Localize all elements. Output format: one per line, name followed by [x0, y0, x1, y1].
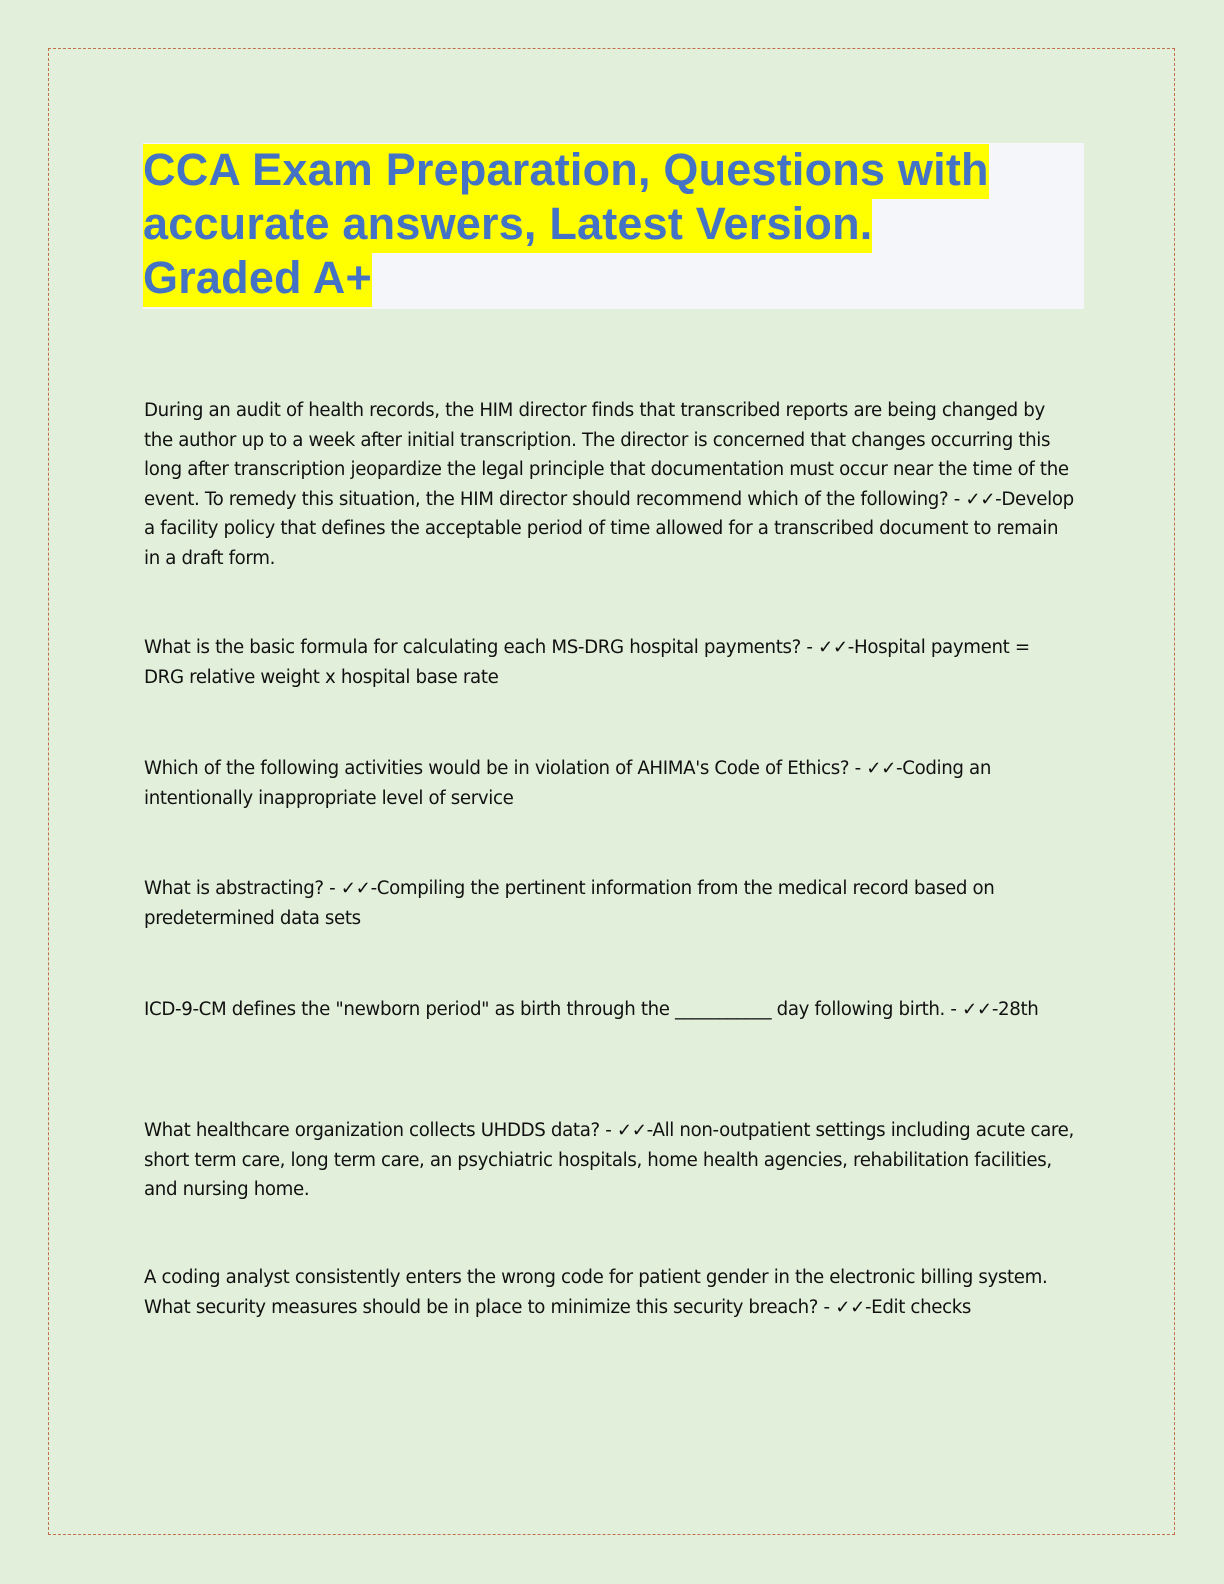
answer-text: -All non-outpatient settings including acute care, short term care, long term care, an psychiatric hospitals, home health agencies, rehabilitation facilities, and nursing home.	[144, 1120, 1074, 1200]
qa-item-3	[144, 754, 1074, 813]
answer-text: -Hospital payment = DRG relative weight x hospital base rate	[144, 637, 1030, 688]
checkmark-icon: ✓✓	[962, 999, 992, 1020]
question-text: Which of the following activities would be in violation of AHIMA's Code of Ethics? -	[144, 758, 867, 779]
checkmark-icon: ✓✓	[835, 1296, 865, 1318]
checkmark-icon: ✓✓	[965, 488, 996, 510]
checkmark-icon: ✓✓	[340, 878, 371, 899]
title-block	[143, 143, 1084, 309]
title-line-2: accurate answers, Latest Version.	[143, 198, 872, 253]
checkmark-icon: ✓✓	[866, 758, 897, 779]
question-text: What is the basic formula for calculating each MS-DRG hospital payments? -	[144, 637, 818, 658]
checkmark-icon: ✓✓	[616, 1120, 647, 1141]
answer-text: -Develop a facility policy that defines the acceptable period of time allowed for a transcribed document to remain in a draft form.	[144, 488, 1074, 569]
question-text: What is abstracting? -	[144, 878, 341, 899]
qa-item-6	[144, 1116, 1074, 1205]
answer-text: -Compiling the pertinent information from the medical record based on predetermined data sets	[144, 878, 995, 929]
qa-item-7	[144, 1263, 1074, 1322]
document-title	[143, 143, 1084, 305]
qa-item-4	[144, 874, 1074, 933]
checkmark-icon: ✓✓	[818, 637, 848, 658]
qa-item-5	[144, 995, 1074, 1025]
question-text: ICD-9-CM defines the "newborn period" as birth through the ___________ day following birth. -	[144, 999, 963, 1020]
question-text: A coding analyst consistently enters the wrong code for patient gender in the electronic billing system. What security measures should be in place to minimize this security breach? -	[144, 1267, 1048, 1318]
qa-item-1	[144, 396, 1074, 573]
question-text: What healthcare organization collects UHDDS data? -	[144, 1120, 617, 1141]
title-line-3: Graded A+	[143, 252, 372, 307]
question-text: During an audit of health records, the HIM director finds that transcribed reports are being changed by the author up to a week after initial transcription. The director is concerned that changes occurring this long after transcription jeopardize the legal principle that documentation must occur near the time of the event. To remedy this situation, the HIM director should recommend which of the following? -	[144, 400, 1069, 510]
answer-text: -Edit checks	[864, 1296, 972, 1318]
qa-item-2	[144, 633, 1074, 692]
answer-text: -28th	[991, 999, 1039, 1020]
answer-text: -Coding an intentionally inappropriate level of service	[144, 758, 992, 809]
title-line-1: CCA Exam Preparation, Questions with	[143, 144, 989, 199]
